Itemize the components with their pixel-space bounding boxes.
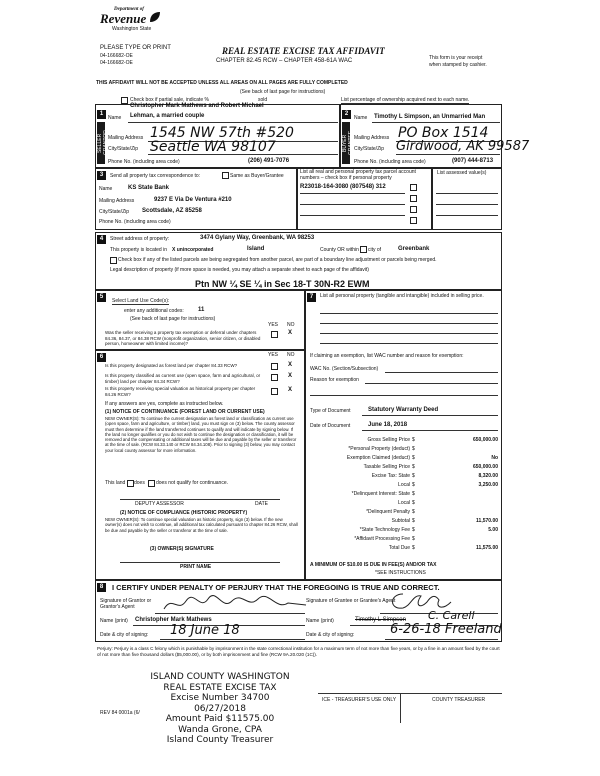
assessed-box — [432, 168, 502, 230]
buyer-name-label: Name — [354, 115, 368, 121]
fee-value-tech[interactable]: 5.00 — [488, 527, 498, 533]
grantor-name-label: Name (print) — [100, 618, 128, 624]
notice1-body: NEW OWNER(S): To continue the current designation as forest land or classification as current use (open space, farm and agriculture, or timber) land, you must sign on (3) below. The county assessor must then determine if the land transferred continues to qualify and will indicate by signing below. If the land no longer qualifies or you do not wish to continue the designation or classification, it will be removed and the compensating or additional taxes will be due and payable by the seller or transferor at the time of sale. (RCW 84.33.140 or RCW 84.34.108). Prior to signing (3) below, you may contact your local county assessor for more information. — [105, 416, 297, 453]
buyer-mailing-value[interactable]: PO Box 1514 — [398, 125, 489, 141]
receipt-note-2: when stamped by cashier. — [429, 62, 487, 68]
doc-type-rule — [362, 415, 498, 416]
fee-dollar-personal: $ — [412, 446, 415, 452]
section7-number: 7 — [307, 293, 316, 302]
fee-value-taxable[interactable]: 650,000.00 — [472, 464, 498, 470]
section5-answer[interactable]: X — [288, 330, 293, 336]
does-checkbox[interactable] — [127, 480, 134, 487]
certify-statement: I CERTIFY UNDER PENALTY OF PERJURY THAT THE FOREGOING IS TRUE AND CORRECT. — [112, 583, 440, 592]
stamp-line-7: Island County Treasurer — [166, 735, 274, 745]
stamp-line-1: ISLAND COUNTY WASHINGTON — [150, 672, 290, 682]
reason-rule-1 — [365, 383, 498, 384]
section5-question: Was the seller receiving a property tax exemption or deferral under chapters 84.36, 84.37, or 84.38 RCW (nonprofit organization, senior citizen, or disabled person, homeowner with limited income)? — [105, 330, 261, 346]
fee-value-exemption[interactable]: No — [491, 455, 498, 461]
owner-signature-label: (3) OWNER(S) SIGNATURE — [150, 546, 214, 552]
grantor-date-label: Date & city of signing: — [100, 632, 149, 638]
parcel-rule-2 — [300, 204, 405, 205]
historic-yes-box[interactable] — [271, 388, 278, 395]
grantor-signature-label: Signature of Grantor or Grantor's Agent — [100, 598, 152, 610]
segregated-label: Check box if any of the listed parcels are being segregated from another parcel, are part of a boundary line adjustment or parcels being merged. — [118, 257, 437, 263]
logo-line3: Washington State — [112, 26, 152, 32]
buyer-side-label: BUYER GRANTEE — [342, 122, 350, 164]
located-in-label: This property is located in — [110, 247, 167, 253]
treasurer-rule — [318, 693, 502, 694]
section6-number: 6 — [97, 353, 106, 362]
fee-label-processing: *Affidavit Processing Fee — [354, 536, 410, 542]
deputy-rule — [120, 499, 280, 500]
grantee-name-label: Name (print) — [306, 618, 334, 624]
treasurer-divider — [400, 693, 401, 723]
seller-name-line2[interactable]: Lehman, a married couple — [130, 113, 205, 119]
fee-dollar-total: $ — [412, 545, 415, 551]
parcel-header: List all real and personal property tax parcel account numbers – check box if personal property — [300, 169, 416, 181]
fee-label-taxable: Taxable Selling Price — [363, 464, 410, 470]
stamp-line-3: Excise Number 34700 — [170, 693, 270, 703]
grantor-date-value[interactable]: 18 June 18 — [170, 623, 240, 638]
doc-date-value[interactable]: June 18, 2018 — [368, 422, 408, 428]
fee-label-tech: *State Technology Fee — [359, 527, 410, 533]
parcel-checkbox-3[interactable] — [410, 206, 417, 213]
fee-dollar-taxable: $ — [412, 464, 415, 470]
fee-label-interest-state: *Delinquent Interest: State — [351, 491, 410, 497]
county-value[interactable]: Island — [247, 246, 265, 252]
city-of-checkbox[interactable] — [360, 246, 367, 253]
tax-mailing-value[interactable]: 9237 E Via De Ventura #210 — [154, 197, 232, 203]
fee-dollar-excise-local: $ — [412, 482, 415, 488]
grantor-sig-rule — [155, 613, 305, 614]
fee-label-subtotal: Subtotal — [391, 518, 410, 524]
personal-property-label: List all personal property (tangible and intangible) included in selling price. — [320, 293, 484, 299]
current-use-question: Is this property classified as current use (open space, farm and agricultural, or timber) land per chapter 84.34 RCW? — [105, 373, 261, 384]
legal-desc-label: Legal description of property (if more space is needed, you may attach a separate sheet to each page of the affidavit) — [110, 267, 369, 273]
exemption-claim-label: If claiming an exemption, list WAC number and reason for exemption: — [310, 353, 464, 359]
city-of-label: city of — [368, 247, 382, 253]
partial-sale-checkbox[interactable] — [121, 97, 128, 104]
buyer-section-number: 2 — [342, 110, 351, 119]
fee-label-exemption: Exemption Claimed (deduct) — [346, 455, 410, 461]
segregated-checkbox[interactable] — [110, 257, 117, 264]
print-name-rule — [120, 562, 280, 563]
warning-banner: THIS AFFIDAVIT WILL NOT BE ACCEPTED UNLESS ALL AREAS ON ALL PAGES ARE FULLY COMPLETED — [96, 80, 348, 86]
street-label: Street address of property: — [110, 236, 170, 242]
rev-code: REV 84 0001a (6/ — [100, 710, 140, 716]
county-treasurer-label: COUNTY TREASURER — [432, 697, 486, 703]
list-percentage-note: List percentage of ownership acquired next to each name. — [341, 97, 470, 103]
section5-number: 5 — [97, 293, 106, 302]
pp-rule-1 — [320, 313, 498, 314]
pp-rule-3 — [320, 333, 498, 334]
section5-yes: YES — [268, 322, 279, 328]
seller-name-line1[interactable]: Christopher Mark Mathews and Robert Michael — [130, 103, 264, 109]
same-as-buyer-checkbox[interactable] — [222, 172, 229, 179]
reason-label: Reason for exemption — [310, 377, 359, 383]
fee-label-penalty: *Delinquent Penalty — [366, 509, 410, 515]
type-or-print: PLEASE TYPE OR PRINT — [100, 45, 171, 51]
stamp-line-4: 06/27/2018 — [194, 703, 246, 714]
section4-number: 4 — [97, 235, 106, 244]
grantee-name-handwritten[interactable]: C. Carell — [428, 609, 475, 622]
treasurer-use-label: ICE - TREASURER'S USE ONLY — [322, 697, 397, 703]
doc-date-rule — [362, 430, 498, 431]
tax-name-label: Name — [99, 186, 113, 192]
fee-label-excise-local: Local — [398, 482, 410, 488]
grantor-date-rule — [160, 639, 305, 640]
seller-mailing-label: Mailing Address — [108, 135, 144, 141]
notice1-title: (1) NOTICE OF CONTINUANCE (FOREST LAND OR CURRENT USE) — [105, 409, 265, 415]
fee-dollar-excise-state: $ — [412, 473, 415, 479]
grantee-signature-label: Signature of Grantee or Grantee's Agent — [306, 598, 396, 604]
form-chapter: CHAPTER 82.45 RCW – CHAPTER 458-61A WAC — [216, 58, 353, 64]
seller-name-label: Name — [108, 115, 122, 121]
logo-line2: Revenue — [100, 11, 147, 26]
legal-desc-value[interactable]: Ptn NW ¼ SE ¼ in Sec 18-T 30N-R2 EWM — [195, 279, 370, 289]
stamp-line-6: Wanda Grone, CPA — [178, 724, 262, 735]
seller-name-rule — [128, 122, 338, 123]
grantor-name-value[interactable]: Christopher Mark Mathews — [135, 617, 212, 623]
partial-sale-label: Check box if partial sale, indicate % — [130, 97, 209, 103]
tax-city-value[interactable]: Scottsdale, AZ 85258 — [142, 208, 202, 214]
seller-mailing-value[interactable]: 1545 NW 57th #520 — [150, 125, 294, 141]
fee-dollar-processing: $ — [412, 536, 415, 542]
fee-dollar-exemption: $ — [412, 455, 415, 461]
deputy-date-label: DATE — [255, 501, 268, 507]
form-title: REAL ESTATE EXCISE TAX AFFIDAVIT — [222, 46, 385, 56]
section8-number: 8 — [97, 583, 106, 592]
doc-type-value[interactable]: Statutory Warranty Deed — [368, 407, 439, 413]
grantee-date-rule — [385, 639, 498, 640]
buyer-city-value[interactable]: Girdwood, AK 99587 — [396, 139, 530, 154]
buyer-phone-value[interactable]: (907) 444-8713 — [452, 158, 494, 164]
stamp-line-2: REAL ESTATE EXCISE TAX — [163, 682, 277, 693]
fee-dollar-tech: $ — [412, 527, 415, 533]
parcel-checkbox-4[interactable] — [410, 217, 417, 224]
fee-dollar-penalty: $ — [412, 509, 415, 515]
see-back-note: (See back of last page for instructions) — [240, 89, 326, 95]
city-value[interactable]: Greenbank — [398, 246, 430, 252]
seller-city-rule — [148, 154, 338, 155]
does-not-checkbox[interactable] — [148, 480, 155, 487]
wac-rule — [385, 372, 498, 373]
parcel-rule-1 — [300, 193, 405, 194]
treasurer-stamp — [140, 672, 300, 746]
pp-rule-2 — [320, 323, 498, 324]
unincorporated-label: X unincorporated — [172, 247, 214, 253]
fee-value-excise-state[interactable]: 8,320.00 — [478, 473, 498, 479]
parcel-checkbox-1[interactable] — [410, 184, 417, 191]
fee-label-total: Total Due — [388, 545, 410, 551]
grantee-date-value[interactable]: 6-26-18 Freeland — [390, 622, 502, 637]
fee-value-total[interactable]: 11,575.00 — [476, 545, 498, 551]
fee-label-personal: *Personal Property (deduct) — [348, 446, 410, 452]
grantor-signature[interactable] — [160, 593, 310, 615]
parcel-checkbox-2[interactable] — [410, 195, 417, 202]
tax-mailing-label: Mailing Address — [99, 198, 135, 204]
fee-dollar-gross: $ — [412, 437, 415, 443]
fee-dollar-subtotal: $ — [412, 518, 415, 524]
buyer-name-value[interactable]: Timothy L Simpson, an Unmarried Man — [374, 114, 486, 120]
seller-city-label: City/State/Zip — [108, 146, 139, 152]
grantee-name-value[interactable]: Timothy L Simpson — [355, 617, 406, 623]
perjury-statement: Perjury: Perjury is a class C felony which is punishable by imprisonment in the state correctional institution for a maximum term of not more than five years, or by a fine in an amount fixed by the court of not more than five thousand dollars ($5,000.00), or by both imprisonment and fine (RCW 9A.20.020 (1C)). — [97, 646, 500, 657]
doc-type-label: Type of Document — [310, 408, 351, 414]
seller-section-number: 1 — [97, 110, 106, 119]
historic-answer[interactable]: X — [288, 387, 293, 393]
print-name-label: PRINT NAME — [180, 564, 212, 570]
logo-line1: Department of — [114, 7, 144, 12]
pp-rule-4 — [320, 343, 498, 344]
does-not-label: does not qualify for continuance. — [156, 480, 228, 486]
county-or-label: County OR within — [320, 247, 359, 253]
seller-phone-value[interactable]: (206) 491-7076 — [248, 158, 290, 164]
section5-yes-box[interactable] — [271, 331, 278, 338]
current-use-yes-box[interactable] — [271, 374, 278, 381]
section6-no: NO — [287, 352, 295, 358]
receipt-note-1: This form is your receipt — [429, 55, 483, 61]
forest-answer[interactable]: X — [288, 362, 293, 368]
seller-side-label: SELLER GRANTOR — [97, 122, 105, 164]
this-land-label: This land — [105, 480, 126, 486]
seller-city-value[interactable]: Seattle WA 98107 — [150, 139, 276, 155]
wa-leaf-icon — [148, 10, 162, 24]
section5-see-back: (See back of last page for instructions) — [130, 316, 216, 322]
seller-phone-label: Phone No. (including area code) — [108, 159, 180, 165]
assessed-rule-3 — [436, 215, 498, 216]
fee-value-subtotal[interactable]: 11,570.00 — [476, 518, 498, 524]
fee-dollar-interest-local: $ — [412, 500, 415, 506]
dor-logo — [100, 7, 160, 37]
section6-yes: YES — [268, 352, 279, 358]
tax-phone-label: Phone No. (including area code) — [99, 219, 171, 225]
grantee-date-label: Date & city of signing: — [306, 632, 355, 638]
stamp-line-5: Amount Paid $11575.00 — [165, 714, 275, 724]
buyer-city-label: City/State/Zip — [354, 146, 385, 152]
historic-question: Is this property receiving special valuation as historical property per chapter 84.26 RCW? — [105, 386, 256, 397]
parcel-rule-3 — [300, 215, 405, 216]
fee-label-interest-local: Local — [398, 500, 410, 506]
same-as-buyer-label: Same as Buyer/Grantee — [230, 173, 284, 179]
forest-question: Is this property designated as forest land per chapter 84.33 RCW? — [105, 363, 238, 368]
additional-codes-label: enter any additional codes: — [124, 308, 184, 314]
fee-label-excise-state: Excise Tax: State — [371, 473, 410, 479]
assessed-header: List assessed value(s) — [437, 170, 487, 176]
partial-sale-sold: sold — [258, 97, 268, 103]
wac-no-label: WAC No. (Section/Subsection) — [310, 366, 379, 372]
form-code-2: 04-166682-OE — [100, 60, 133, 66]
form-code-1: 04-166682-OE — [100, 53, 133, 59]
doc-date-label: Date of Document — [310, 423, 351, 429]
assessed-rule-1 — [436, 193, 498, 194]
land-use-label: Select Land Use Code(s): — [112, 298, 170, 304]
additional-codes-value[interactable]: 11 — [198, 307, 205, 313]
tax-city-label: City/State/Zip — [99, 209, 130, 215]
reason-rule-2 — [310, 395, 498, 396]
forest-yes-box[interactable] — [271, 363, 278, 370]
assessed-rule-2 — [436, 204, 498, 205]
see-instructions-note: *SEE INSTRUCTIONS — [375, 570, 426, 576]
if-yes-note: If any answers are yes, complete as instructed below. — [105, 401, 224, 407]
deputy-assessor-label: DEPUTY ASSESSOR — [135, 501, 184, 507]
section5-no: NO — [287, 322, 295, 328]
fee-value-excise-local[interactable]: 3,250.00 — [478, 482, 498, 488]
parcel-value[interactable]: R23018-164-3080 (807548) 312 — [300, 184, 386, 190]
notice2-title: (2) NOTICE OF COMPLIANCE (HISTORIC PROPERTY) — [120, 510, 248, 516]
notice2-body: NEW OWNER(S): To continue special valuation as historic property, sign (3) below. If the new owner(s) does not wish to continue, all additional tax calculated pursuant to chapter 84.26 RCW, shall be due and payable by the seller or transferor at the time of sale. — [105, 517, 298, 533]
tax-name-value[interactable]: KS State Bank — [128, 185, 170, 191]
fee-value-gross[interactable]: 650,000.00 — [472, 437, 498, 443]
section3-number: 3 — [97, 171, 106, 180]
tax-corr-label: Send all property tax correspondence to: — [110, 173, 201, 179]
minimum-due-note: A MINIMUM OF $10.00 IS DUE IN FEE(S) AND/OR TAX — [310, 562, 437, 568]
buyer-mailing-label: Mailing Address — [354, 135, 390, 141]
fee-dollar-interest-state: $ — [412, 491, 415, 497]
buyer-phone-label: Phone No. (including area code) — [354, 159, 426, 165]
buyer-city-rule — [396, 154, 500, 155]
fee-label-gross: Gross Selling Price — [367, 437, 410, 443]
does-label: does — [134, 480, 145, 486]
buyer-name-rule — [372, 122, 500, 123]
current-use-answer[interactable]: X — [288, 373, 293, 379]
street-value[interactable]: 3474 Gylany Way, Greenbank, WA 98253 — [200, 235, 315, 241]
